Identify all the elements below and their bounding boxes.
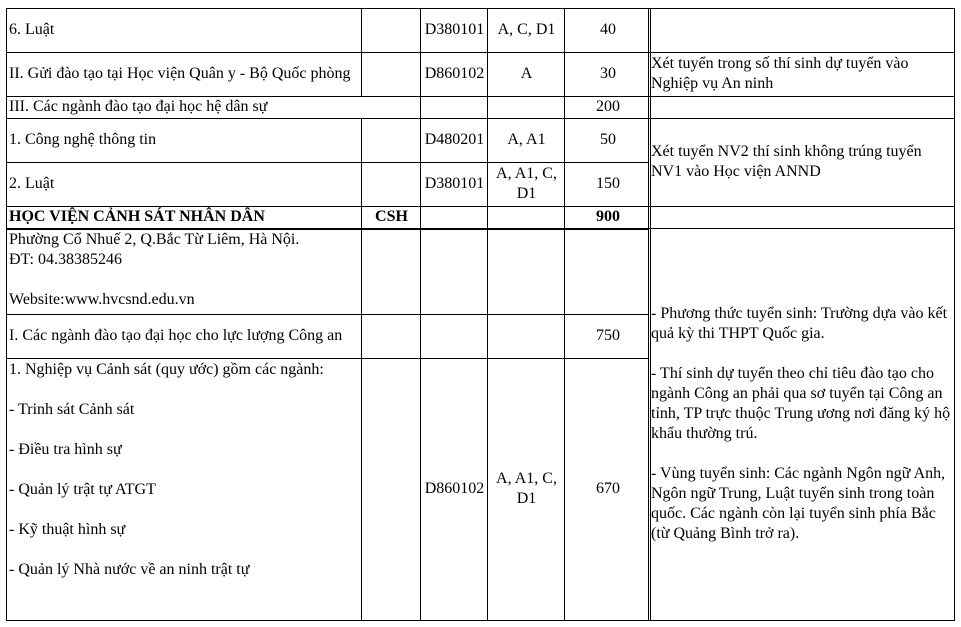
grid-line bbox=[564, 8, 565, 621]
row-blocks: A, C, D1 bbox=[497, 21, 556, 38]
row-quota: 50 bbox=[600, 131, 616, 148]
school-symbol: CSH bbox=[375, 208, 408, 225]
police-major-title: 1. Nghiệp vụ Cảnh sát (quy ước) gồm các ngành: bbox=[9, 361, 324, 378]
grid-line bbox=[6, 314, 649, 315]
grid-line bbox=[6, 229, 649, 230]
spacer bbox=[9, 540, 360, 560]
school-note: - Vùng tuyển sinh: Các ngành Ngôn ngữ Anh, Ngôn ngữ Trung, Luật tuyển sinh trong toàn quốc. Các ngành còn lại tuyển sinh phía Bắc (từ Quảng Bình trở ra). bbox=[651, 465, 946, 542]
grid-line bbox=[6, 620, 649, 621]
row-code: D480201 bbox=[424, 131, 485, 148]
police-major-sub: - Quản lý Nhà nước về an ninh trật tự bbox=[9, 561, 250, 578]
grid-line bbox=[954, 8, 955, 621]
grid-line bbox=[6, 52, 649, 53]
school-phone: ĐT: 04.38385246 bbox=[9, 251, 122, 268]
police-major-blocks: A, A1, C, D1 bbox=[496, 470, 557, 507]
grid-line bbox=[6, 96, 649, 97]
grid-line bbox=[648, 8, 649, 621]
school-note: - Thí sinh dự tuyển theo chỉ tiêu đào tạo cho ngành Công an phải qua sơ tuyển tại Công an tỉnh, TP trực thuộc Trung ương nơi đăng ký hộ khẩu thường trú. bbox=[651, 365, 951, 442]
grid-line bbox=[650, 8, 651, 621]
row-name bbox=[6, 8, 361, 52]
note-military-medical: Xét tuyển trong số thí sinh dự tuyển vào Nghiệp vụ An ninh bbox=[651, 55, 909, 92]
spacer bbox=[9, 500, 360, 520]
school-total: 900 bbox=[596, 208, 620, 225]
spacer bbox=[651, 344, 953, 364]
school-website: Website:www.hvcsnd.edu.vn bbox=[9, 291, 195, 308]
spacer bbox=[9, 420, 360, 440]
grid-line bbox=[487, 8, 488, 621]
grid-line bbox=[6, 162, 649, 163]
school-note: - Phương thức tuyển sinh: Trường dựa vào kết quả kỳ thi THPT Quốc gia. bbox=[651, 305, 948, 342]
row-blocks: A, A1 bbox=[507, 131, 546, 148]
grid-line bbox=[648, 620, 955, 621]
row-blocks: A, A1, C, D1 bbox=[496, 165, 557, 202]
row-name-text: 6. Luật bbox=[9, 21, 55, 38]
grid-line bbox=[648, 228, 955, 229]
grid-line bbox=[6, 8, 7, 621]
spacer bbox=[651, 444, 953, 464]
spacer bbox=[9, 460, 360, 480]
police-major-sub: - Trinh sát Cảnh sát bbox=[9, 401, 135, 418]
school-name: HỌC VIỆN CẢNH SÁT NHÂN DÂN bbox=[9, 208, 265, 225]
grid-line bbox=[361, 8, 362, 96]
police-major-code: D860102 bbox=[424, 480, 485, 497]
grid-line bbox=[6, 206, 649, 207]
row-quota: 150 bbox=[596, 175, 620, 192]
row-name: 1. Công nghệ thông tin bbox=[9, 131, 157, 148]
grid-line bbox=[648, 96, 955, 97]
row-quota: 200 bbox=[596, 98, 620, 115]
grid-line bbox=[648, 8, 955, 9]
police-major-sub: - Điều tra hình sự bbox=[9, 441, 122, 458]
school-address: Phường Cổ Nhuế 2, Q.Bắc Từ Liêm, Hà Nội. bbox=[9, 231, 300, 248]
grid-line bbox=[361, 118, 362, 621]
note-civil: Xét tuyển NV2 thí sinh không trúng tuyển NV1 vào Học viện ANND bbox=[651, 143, 922, 180]
grid-line bbox=[6, 358, 649, 359]
row-quota: 40 bbox=[600, 21, 616, 38]
grid-line bbox=[6, 8, 649, 9]
grid-line bbox=[6, 118, 649, 119]
row-code: D380101 bbox=[424, 21, 485, 38]
row-name: II. Gửi đào tạo tại Học viện Quân y - Bộ Quốc phòng bbox=[9, 65, 351, 82]
row-quota: 30 bbox=[600, 65, 616, 82]
grid-line bbox=[648, 52, 955, 53]
police-group-quota: 750 bbox=[596, 327, 620, 344]
police-major-sub: - Quản lý trật tự ATGT bbox=[9, 481, 156, 498]
grid-line bbox=[648, 206, 955, 207]
police-major bbox=[6, 360, 361, 620]
row-code: D860102 bbox=[424, 65, 485, 82]
police-major-sub: - Kỹ thuật hình sự bbox=[9, 521, 126, 538]
row-blocks: A bbox=[520, 65, 533, 82]
row-name: III. Các ngành đào tạo đại học hệ dân sự bbox=[9, 98, 268, 115]
spacer bbox=[9, 380, 360, 400]
school-notes bbox=[648, 228, 954, 620]
grid-line bbox=[420, 8, 421, 621]
spacer bbox=[9, 270, 360, 290]
row-name: 2. Luật bbox=[9, 175, 55, 192]
police-group-name: I. Các ngành đào tạo đại học cho lực lượng Công an bbox=[9, 327, 343, 344]
grid-line bbox=[648, 118, 955, 119]
police-major-quota: 670 bbox=[596, 480, 620, 497]
school-info bbox=[6, 230, 361, 314]
row-code: D380101 bbox=[424, 175, 485, 192]
